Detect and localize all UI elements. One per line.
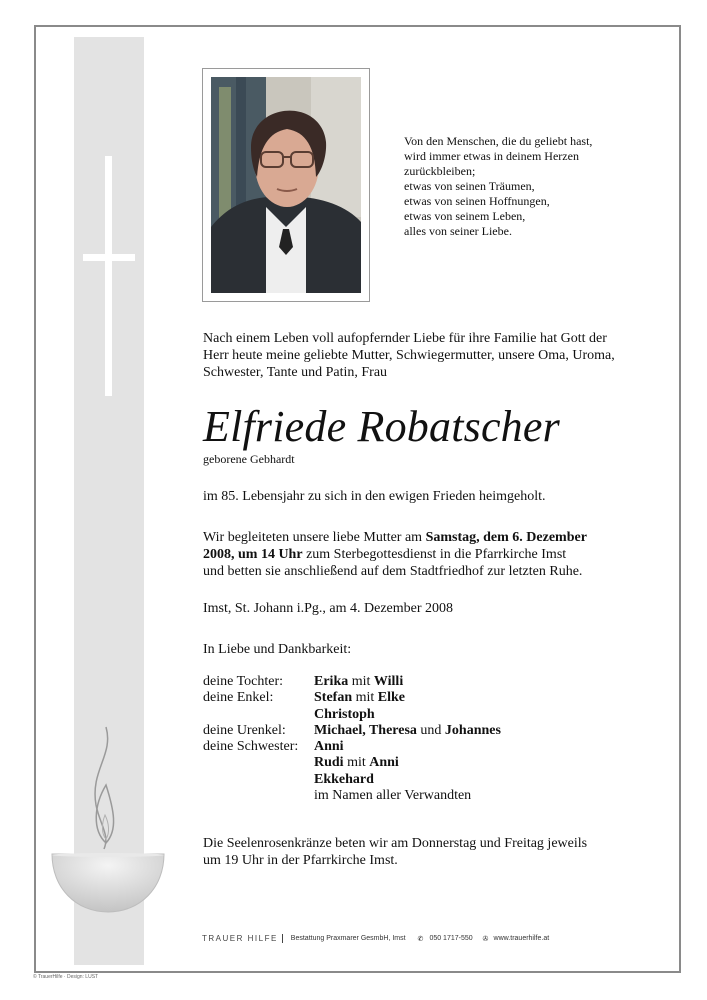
- family-relation: [203, 755, 314, 771]
- family-relation: deine Schwester:: [203, 739, 299, 755]
- family-names: Stefan mit Elke: [314, 690, 406, 706]
- place-date: Imst, St. Johann i.Pg., am 4. Dezember 2008: [203, 601, 454, 616]
- family-names: Anni: [314, 739, 344, 755]
- footer: [202, 934, 549, 943]
- funeral-date: Samstag, dem 6. Dezember: [425, 530, 587, 545]
- poem-line: wird immer etwas in deinem Herzen: [404, 149, 579, 163]
- cross-icon: [105, 156, 112, 396]
- poem-line: Von den Menschen, die du geliebt hast,: [404, 134, 593, 148]
- family-row: [203, 723, 501, 739]
- family-names: Rudi mit Anni: [314, 755, 399, 771]
- footer-company: Bestattung Praxmarer GesmbH, Imst: [290, 935, 406, 942]
- trauerhilfe-logo: TRAUER HILFE: [202, 934, 283, 943]
- poem-line: etwas von seinen Träumen,: [404, 179, 535, 193]
- family-row: [203, 755, 501, 771]
- family-relation: deine Urenkel:: [203, 722, 286, 738]
- intro-line: Schwester, Tante und Patin, Frau: [203, 365, 388, 380]
- family-names: Christoph: [314, 706, 375, 722]
- poem-line: etwas von seinem Leben,: [404, 209, 526, 223]
- candle-bowl-icon: [50, 852, 166, 914]
- rosary-paragraph: [203, 835, 587, 869]
- family-relation: [203, 788, 314, 804]
- family-list: [203, 674, 501, 804]
- memorial-poem: [404, 134, 654, 239]
- footer-phone: 050 1717-550: [429, 935, 473, 942]
- family-relation: [203, 772, 314, 788]
- family-row: [203, 674, 501, 690]
- family-row: [203, 788, 501, 804]
- poem-line: alles von seiner Liebe.: [404, 224, 512, 238]
- deceased-name: Elfriede Robatscher: [203, 402, 560, 451]
- poem-line: zurückbleiben;: [404, 164, 476, 178]
- family-row: [203, 690, 501, 706]
- intro-line: Herr heute meine geliebte Mutter, Schwiegermutter, unsere Oma, Uroma,: [203, 348, 615, 363]
- birth-name: geborene Gebhardt: [203, 452, 295, 466]
- rosary-line: Die Seelenrosenkränze beten wir am Donnerstag und Freitag jeweils: [203, 836, 588, 851]
- family-names: Ekkehard: [314, 771, 374, 787]
- web-icon: ✇: [482, 935, 489, 943]
- family-row: [203, 772, 501, 788]
- family-row: [203, 707, 501, 723]
- cross-icon-bar: [83, 254, 135, 261]
- family-names: Erika mit Willi: [314, 674, 404, 689]
- family-relation: deine Enkel:: [203, 690, 274, 706]
- family-names: Michael, Theresa und Johannes: [314, 722, 501, 738]
- funeral-time: 2008, um 14 Uhr: [203, 547, 303, 562]
- family-relation: [203, 707, 314, 723]
- family-relation: deine Tochter:: [203, 674, 284, 689]
- family-names: im Namen aller Verwandten: [314, 788, 472, 804]
- funeral-text: Wir begleiteten unsere liebe Mutter am: [203, 530, 426, 545]
- phone-icon: ✆: [417, 935, 424, 943]
- rosary-line: um 19 Uhr in der Pfarrkirche Imst.: [203, 853, 398, 868]
- intro-line: Nach einem Leben voll aufopfernder Liebe für ihre Familie hat Gott der: [203, 331, 607, 346]
- intro-paragraph: [203, 330, 615, 381]
- portrait-photo: [211, 77, 361, 293]
- family-row: [203, 739, 501, 755]
- portrait-frame: [202, 68, 370, 302]
- funeral-text: zum Sterbegottesdienst in die Pfarrkirche Imst: [302, 547, 567, 562]
- closing-line: In Liebe und Dankbarkeit:: [203, 642, 352, 657]
- footer-website[interactable]: www.trauerhilfe.at: [493, 935, 550, 942]
- copyright: © TrauerHilfe · Design: LUST: [33, 974, 99, 980]
- flame-icon: [84, 725, 124, 850]
- death-line: im 85. Lebensjahr zu sich in den ewigen Frieden heimgeholt.: [203, 489, 546, 504]
- funeral-text: und betten sie anschließend auf dem Stadtfriedhof zur letzten Ruhe.: [203, 564, 583, 579]
- poem-line: etwas von seinen Hoffnungen,: [404, 194, 550, 208]
- funeral-paragraph: [203, 529, 587, 580]
